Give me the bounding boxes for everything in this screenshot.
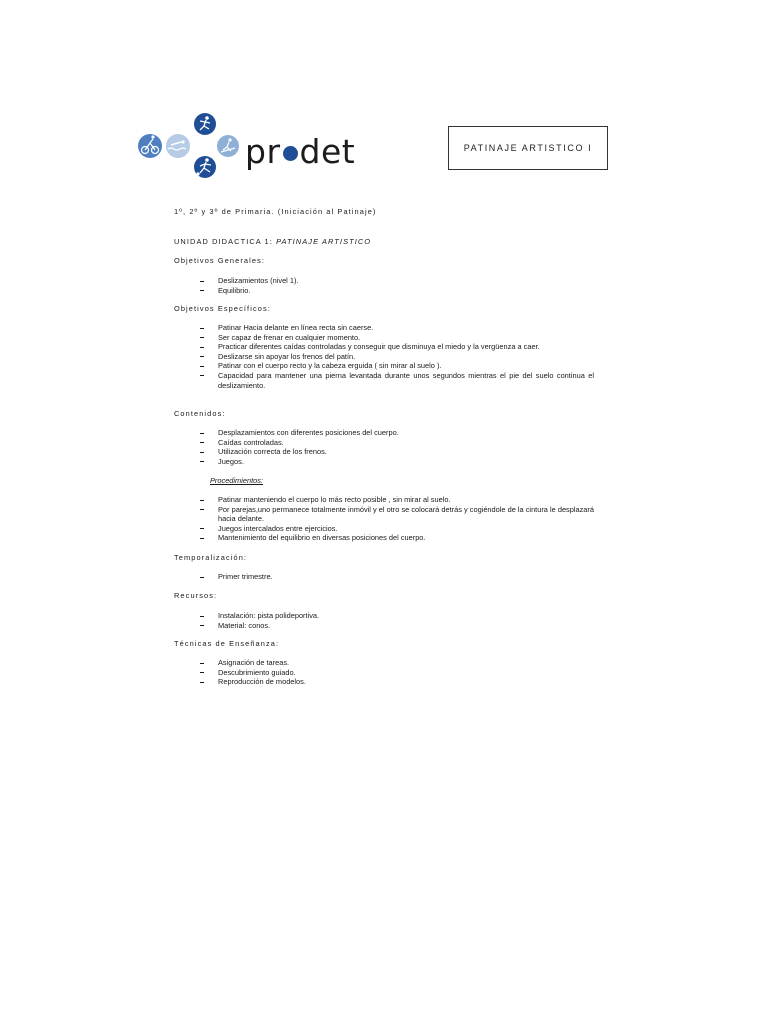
section-heading-temporalizacion: Temporalización: bbox=[174, 553, 248, 562]
prodet-logo-text bbox=[245, 132, 355, 171]
list-item: Capacidad para mantener una pierna levantada durante unos segundos mientras el pie del suelo continua el deslizamiento. bbox=[200, 371, 594, 390]
list-objetivos-especificos bbox=[200, 323, 594, 390]
list-item: Deslizarse sin apoyar los frenos del patín. bbox=[200, 352, 594, 362]
list-item: Deslizamientos (nivel 1). bbox=[200, 276, 594, 286]
course-subtitle: 1º, 2º y 3º de Primaria. (Iniciación al Patinaje) bbox=[174, 207, 377, 216]
skier-icon bbox=[217, 135, 239, 157]
list-item: Patinar con el cuerpo recto y la cabeza erguida ( sin mirar al suelo ). bbox=[200, 361, 594, 371]
list-item: Juegos intercalados entre ejercicios. bbox=[200, 524, 594, 534]
section-heading-tecnicas: Técnicas de Enseñanza: bbox=[174, 639, 280, 648]
list-objetivos-generales bbox=[200, 276, 594, 295]
list-tecnicas bbox=[200, 658, 594, 687]
list-item: Asignación de tareas. bbox=[200, 658, 594, 668]
list-item: Primer trimestre. bbox=[200, 572, 594, 582]
list-item: Desplazamientos con diferentes posiciones del cuerpo. bbox=[200, 428, 594, 438]
list-item: Patinar manteniendo el cuerpo lo más recto posible , sin mirar al suelo. bbox=[200, 495, 594, 505]
list-item: Reproducción de modelos. bbox=[200, 677, 594, 687]
page-header bbox=[135, 112, 610, 184]
logo-text-pre: pr bbox=[245, 132, 281, 171]
list-procedimientos bbox=[200, 495, 594, 543]
list-item: Patinar Hacia delante en línea recta sin caerse. bbox=[200, 323, 594, 333]
list-item: Mantenimiento del equilibrio en diversas posiciones del cuerpo. bbox=[200, 533, 594, 543]
section-heading-objetivos-generales: Objetivos Generales: bbox=[174, 256, 266, 265]
list-item: Utilización correcta de los frenos. bbox=[200, 447, 594, 457]
list-item: Descubrimiento guiado. bbox=[200, 668, 594, 678]
logo-text-post: det bbox=[299, 132, 356, 171]
list-item: Caídas controladas. bbox=[200, 438, 594, 448]
list-item: Por parejas,uno permanece totalmente inmóvil y el otro se colocará detrás y cogiéndole de la cintura le desplazará hacia delante. bbox=[200, 505, 594, 524]
section-heading-recursos: Recursos: bbox=[174, 591, 218, 600]
unit-heading bbox=[174, 237, 371, 247]
logo-dot-icon bbox=[283, 146, 298, 161]
footballer-icon bbox=[194, 156, 216, 178]
list-contenidos bbox=[200, 428, 594, 466]
list-item: Ser capaz de frenar en cualquier momento. bbox=[200, 333, 594, 343]
title-box bbox=[448, 126, 608, 170]
unit-prefix: UNIDAD DIDACTICA 1: bbox=[174, 237, 277, 246]
cyclist-icon bbox=[138, 134, 162, 158]
list-item: Material: conos. bbox=[200, 621, 594, 631]
list-item: Juegos. bbox=[200, 457, 594, 467]
prodet-logo-icons bbox=[135, 112, 245, 182]
list-item: Equilibrio. bbox=[200, 286, 594, 296]
list-recursos bbox=[200, 611, 594, 630]
title-box-text: PATINAJE ARTISTICO I bbox=[463, 143, 593, 153]
list-item: Practicar diferentes caídas controladas y conseguir que disminuya el miedo y la vergüenza a caer. bbox=[200, 342, 594, 352]
gymnast-icon bbox=[194, 113, 216, 135]
list-item: Instalación: pista polideportiva. bbox=[200, 611, 594, 621]
section-heading-contenidos: Contenidos: bbox=[174, 409, 226, 418]
swimmer-icon bbox=[166, 134, 190, 158]
list-temporalizacion bbox=[200, 572, 594, 582]
unit-title: PATINAJE ARTISTICO bbox=[276, 237, 372, 246]
section-heading-procedimientos: Procedimientos: bbox=[210, 476, 263, 485]
section-heading-objetivos-especificos: Objetivos Específicos: bbox=[174, 304, 271, 313]
